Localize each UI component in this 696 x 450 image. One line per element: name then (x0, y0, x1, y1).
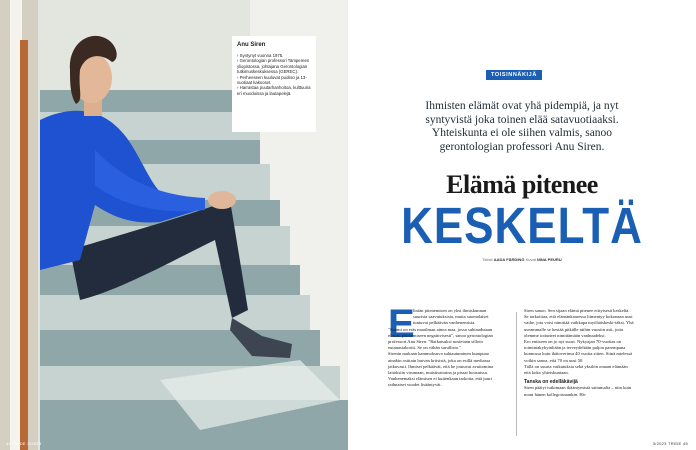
infobox-title: Anu Siren (237, 42, 266, 48)
infobox-item: › Harrastaa puutarhanhoitoa, kulttuuria eri muodoissa ja lautapelejä. (237, 85, 311, 96)
infobox-item: › Gerontologian professori Tampereen yliopistossa, johtajana Gerontologian tutkimuskeskuksessa (GEREC). (237, 58, 310, 75)
section-tag: TOISINNÄKIJÄ (486, 70, 542, 80)
body-column-1 (388, 302, 498, 389)
body-paragraph: Siren päätyi tutkimaan ikääntymistä sattumalta – niin kuin moni hänen kollegoistaankin. Hä- (524, 385, 632, 397)
title-line-2: KESKELTÄ (401, 198, 643, 255)
infobox-item: › Perheeseen kuuluvat puoliso ja 13-vuotiaat kaksoset. (237, 74, 307, 86)
infobox-item: › Syntynyt vuonna 1975. (237, 53, 284, 58)
title-line-1: Elämä pitenee (446, 170, 598, 199)
body-column-2 (524, 308, 634, 398)
drop-cap: E (388, 302, 415, 346)
folio-left: 44 TRIDE 3/2023 (6, 441, 42, 446)
folio-right: 3/2023 TRIDE 45 (652, 441, 688, 446)
body-paragraph: Ero entiseen on jo nyt suuri. Nykyajan 70-vuotias on toimintakykyinltään ja terveydeltään paljon parempana kunnossa kuin ikätoverinsa 40 vuotta sitten. Siinä mielessä voikin sanoa, että 70 on uusi 50. (524, 339, 633, 363)
body-paragraph: "Suomi on eräs maailman ainoa maa, jossa suhtaudutaan eliniän pitenemiseen negatiivisesti", sanoo gerontologian professori Anu Siren. "Ratkaisuksi nostetaan silloin eutanasiakortti. Se on vähän surullista." (388, 326, 493, 351)
column-rule (516, 312, 517, 436)
body-paragraph: Sirenin mukaan kammoksuva suhtautuminen kumpuaa ainakin osittain huivan kriisistä, joka on esillä mediassa jatkuvasti. Ihmiset pelkäävät, että he joutuvat avuttomina laitoksiin virumaan, muistisairaina ja pissat housuissa. (388, 351, 494, 376)
infobox-list (237, 53, 311, 96)
body-paragraph: Vanhenemaksi elämisen ei kuitenkaan tarkoita, että juuri raihnaiset vuodet lisääntyvät. (388, 376, 492, 388)
bio-infobox (232, 36, 316, 132)
lead-paragraph: Ihmisten elämät ovat yhä pidempiä, ja nyt syntyvistä joka toinen elää satavuotiaaksi. Yhteiskunta ei ole siihen valmis, sanoo gerontologian professori Anu Siren. (425, 100, 619, 153)
article-page (348, 0, 696, 450)
credits: Teksti AADA FÄRDING Kuvat NINA PEURU (482, 257, 562, 262)
body-paragraph: Tällä on suuria vaikutuksia sekä yksilön omaan elämään että koko yhteiskuntaan. (524, 363, 628, 376)
body-paragraph: liniän pitenemisen on yksi ihmiskunnan suurista saavutuksista, mutta suomalaiset tuntuvat pelkäävän vanhenemista. (413, 308, 489, 326)
subheading: Tanska on edelläkävijä (524, 379, 578, 386)
body-paragraph: Siren sanoo. Sen sijaan elämä pitenee erityisesti keskeltä. Se tarkoittaa, että elämänkaaressa liimentyy kokonaan uusi vaihe, jota voisi nimittää vaikkapa myöhäiskeski-iäksi. Yhä useammalle se kestää pitkälle niihin vuosiin asti, joita olemme tottuneet nimittämään vanhuudeksi. (524, 308, 634, 338)
